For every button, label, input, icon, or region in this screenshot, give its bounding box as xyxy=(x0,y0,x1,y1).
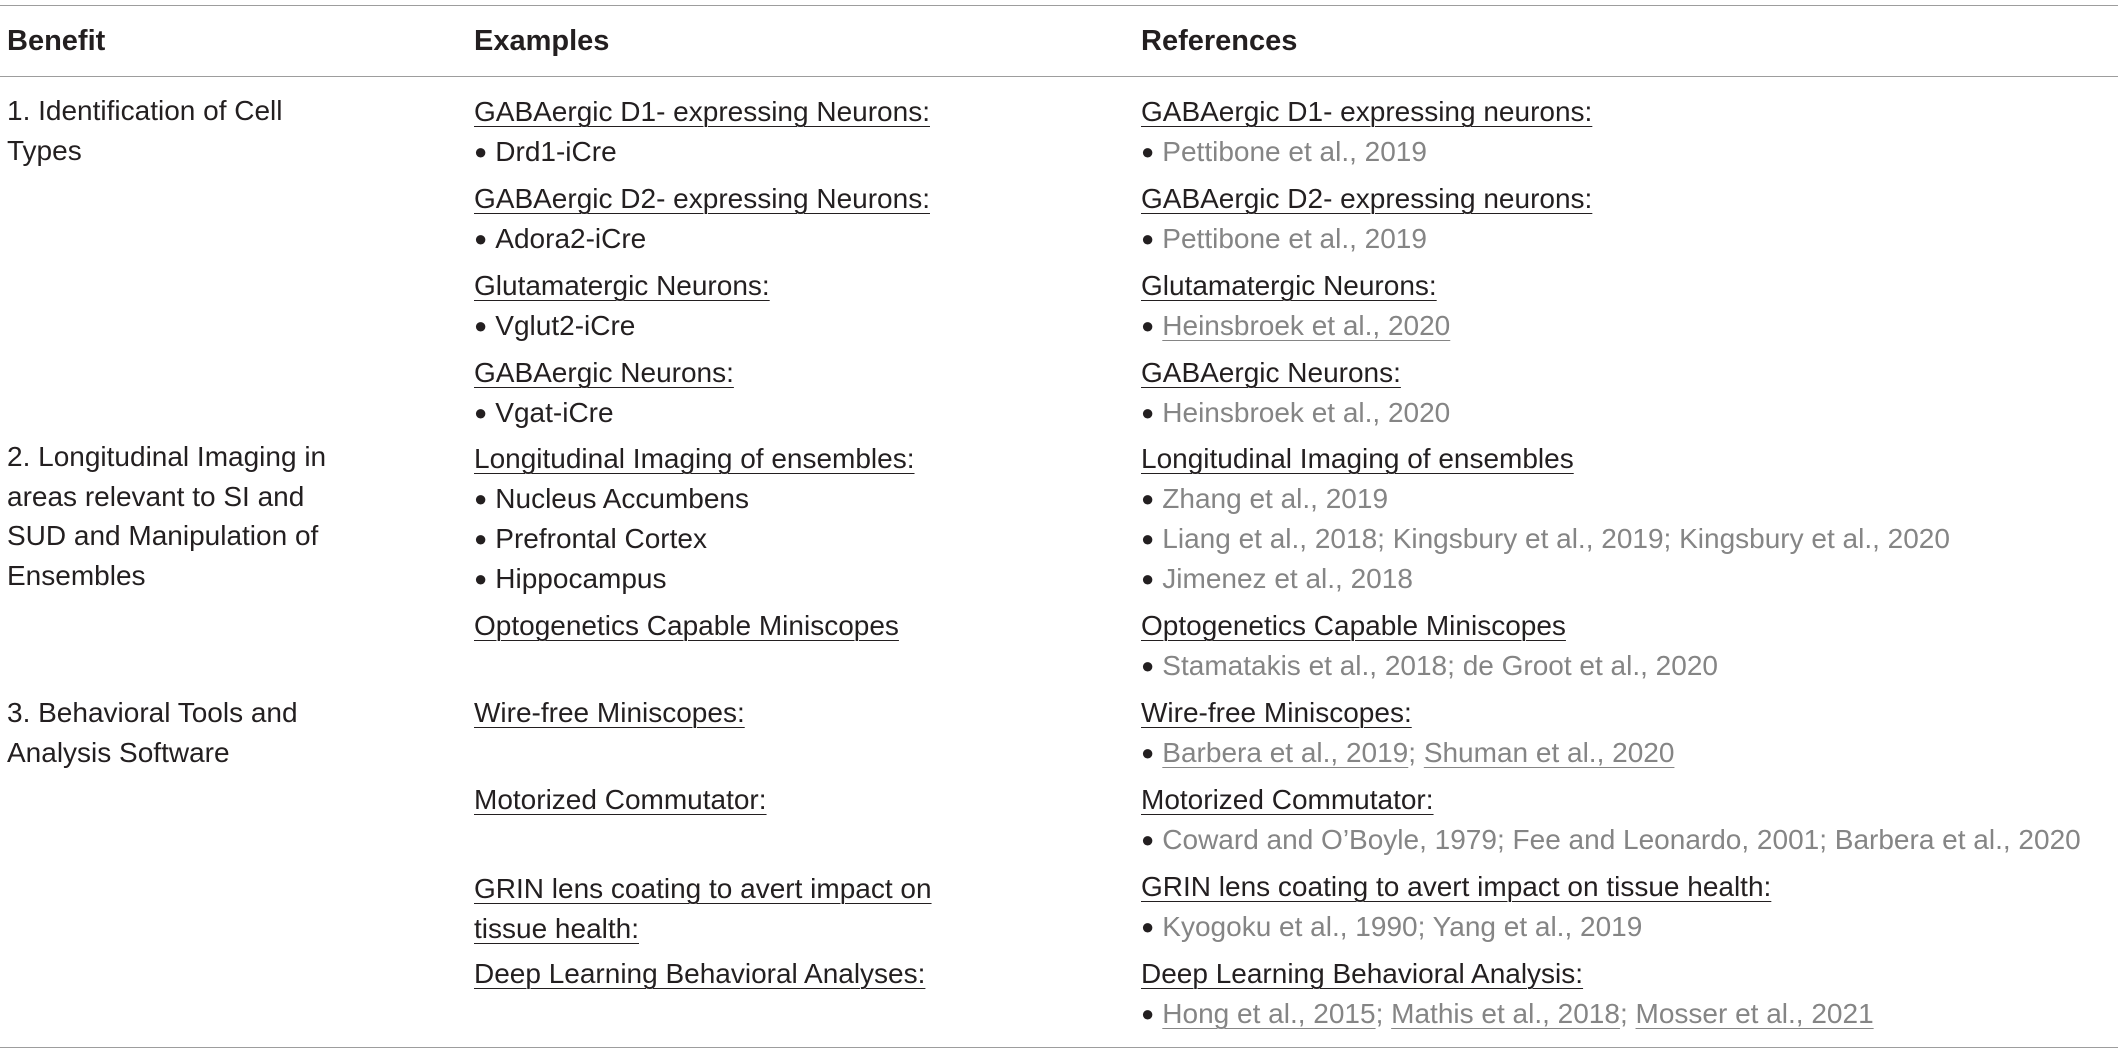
reference-heading: Longitudinal Imaging of ensembles xyxy=(1141,443,1574,474)
bullet-icon: ● xyxy=(474,139,488,164)
bullet-icon: ● xyxy=(1141,313,1155,338)
bullet-icon: ● xyxy=(474,313,488,338)
reference-line: ● Jimenez et al., 2018 xyxy=(1141,561,2111,597)
reference-link[interactable]: Shuman et al., 2020 xyxy=(1423,737,1675,768)
benefit-cell-1: 1. Identification of Cell Types xyxy=(7,95,283,166)
bullet-icon: ● xyxy=(474,486,488,511)
reference-heading: GABAergic D1- expressing neurons: xyxy=(1141,96,1593,127)
header-examples: Examples xyxy=(474,25,610,57)
benefit-cell-2: 2. Longitudinal Imaging in areas relevant to SI and SUD and Manipulation of Ensembles xyxy=(7,441,327,591)
reference-line: ● Pettibone et al., 2019 xyxy=(1141,221,2111,257)
header-benefit: Benefit xyxy=(7,25,106,57)
reference-line: ● Stamatakis et al., 2018; de Groot et al., 2020 xyxy=(1141,648,2111,684)
bullet-icon: ● xyxy=(1141,139,1155,164)
bullet-icon: ● xyxy=(1141,226,1155,251)
bullet-icon: ● xyxy=(1141,653,1155,678)
example-heading: Motorized Commutator: xyxy=(474,784,767,815)
reference-line: ● Barbera et al., 2019; Shuman et al., 2020 xyxy=(1141,735,2111,771)
example-item: ● Adora2-iCre xyxy=(474,223,647,254)
reference-heading: Optogenetics Capable Miniscopes xyxy=(1141,610,1566,641)
bullet-icon: ● xyxy=(474,526,488,551)
bullet-icon: ● xyxy=(474,566,488,591)
reference-link[interactable]: Mathis et al., 2018 xyxy=(1391,998,1620,1029)
reference-heading: GABAergic Neurons: xyxy=(1141,357,1401,388)
reference-link[interactable]: Mosser et al., 2021 xyxy=(1635,998,1874,1029)
table-top-rule xyxy=(0,5,2118,6)
example-heading: GABAergic Neurons: xyxy=(474,357,734,388)
reference-heading: Motorized Commutator: xyxy=(1141,784,1434,815)
reference-line: ● Pettibone et al., 2019 xyxy=(1141,134,2111,170)
reference-line: ● Heinsbroek et al., 2020 xyxy=(1141,395,2111,431)
example-item: ● Prefrontal Cortex xyxy=(474,523,707,554)
example-heading: Deep Learning Behavioral Analyses: xyxy=(474,958,926,989)
reference-link[interactable]: Heinsbroek et al., 2020 xyxy=(1162,310,1451,341)
bullet-icon: ● xyxy=(1141,566,1155,591)
bullet-icon: ● xyxy=(1141,1001,1155,1026)
header-rule xyxy=(0,76,2118,77)
bullet-icon: ● xyxy=(1141,914,1155,939)
bullet-icon: ● xyxy=(474,400,488,425)
example-heading: Wire-free Miniscopes: xyxy=(474,697,745,728)
reference-line xyxy=(1141,308,2111,344)
reference-line: ● Zhang et al., 2019 xyxy=(1141,481,2111,517)
reference-line: ● Kyogoku et al., 1990; Yang et al., 2019 xyxy=(1141,909,2111,945)
bullet-icon: ● xyxy=(1141,740,1155,765)
reference-heading: Glutamatergic Neurons: xyxy=(1141,270,1437,301)
reference-line: ● Liang et al., 2018; Kingsbury et al., 2019; Kingsbury et al., 2020 xyxy=(1141,521,2111,557)
bullet-icon: ● xyxy=(1141,526,1155,551)
benefit-cell-3: 3. Behavioral Tools and Analysis Software xyxy=(7,697,298,768)
reference-line: ● Coward and O’Boyle, 1979; Fee and Leonardo, 2001; Barbera et al., 2020 xyxy=(1141,822,2111,858)
reference-heading: Wire-free Miniscopes: xyxy=(1141,697,1412,728)
example-heading: Glutamatergic Neurons: xyxy=(474,270,770,301)
bullet-icon: ● xyxy=(1141,827,1155,852)
bullet-icon: ● xyxy=(1141,400,1155,425)
reference-heading: GRIN lens coating to avert impact on tissue health: xyxy=(1141,871,1772,902)
bullet-icon: ● xyxy=(474,226,488,251)
table-bottom-rule xyxy=(0,1047,2118,1048)
reference-heading: GABAergic D2- expressing neurons: xyxy=(1141,183,1593,214)
reference-link[interactable]: Hong et al., 2015 xyxy=(1162,998,1376,1029)
reference-line: ● Hong et al., 2015; Mathis et al., 2018; Mosser et al., 2021 xyxy=(1141,996,2111,1032)
example-item: ● Nucleus Accumbens xyxy=(474,483,749,514)
example-heading: Longitudinal Imaging of ensembles: xyxy=(474,443,915,474)
example-item: ● Vglut2-iCre xyxy=(474,310,636,341)
reference-link[interactable]: Barbera et al., 2019 xyxy=(1162,737,1409,768)
example-heading: GABAergic D1- expressing Neurons: xyxy=(474,96,930,127)
bullet-icon: ● xyxy=(1141,486,1155,511)
example-heading: Optogenetics Capable Miniscopes xyxy=(474,610,899,641)
example-item: ● Drd1-iCre xyxy=(474,136,617,167)
example-item: ● Vgat-iCre xyxy=(474,397,614,428)
example-heading: GABAergic D2- expressing Neurons: xyxy=(474,183,930,214)
example-item: ● Hippocampus xyxy=(474,563,667,594)
example-heading: GRIN lens coating to avert impact on tissue health: xyxy=(474,873,932,944)
reference-heading: Deep Learning Behavioral Analysis: xyxy=(1141,958,1584,989)
header-references: References xyxy=(1141,25,1298,57)
